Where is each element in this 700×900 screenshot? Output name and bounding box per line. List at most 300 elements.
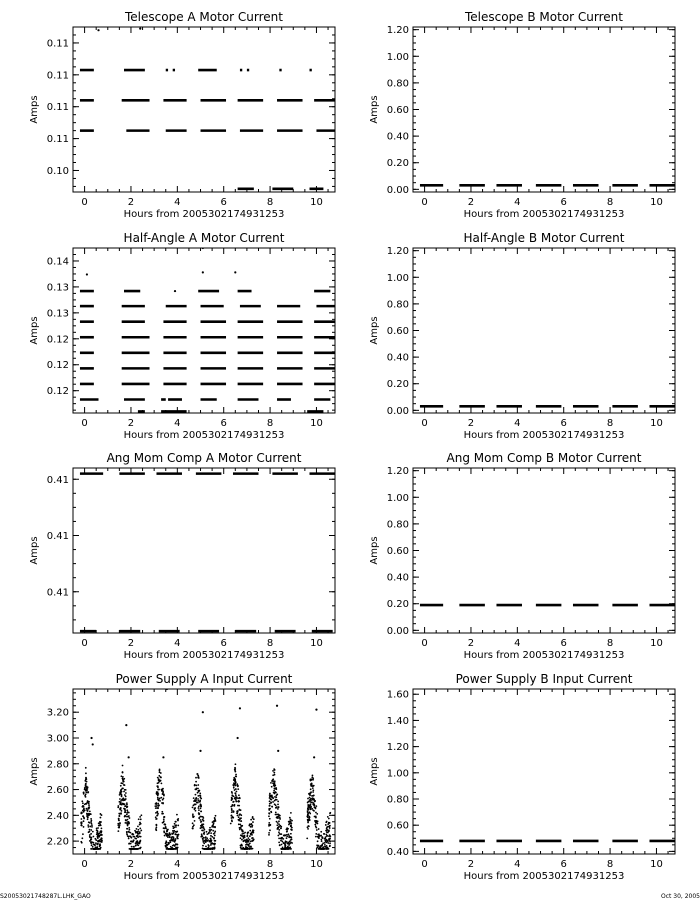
data-point [239, 797, 241, 799]
y-tick-label: 0.20 [386, 158, 409, 170]
data-point [251, 825, 253, 827]
data-point [323, 833, 325, 835]
data-point [311, 808, 313, 810]
data-point [214, 817, 216, 819]
data-point [87, 824, 89, 826]
data-point [324, 844, 326, 846]
data-point [177, 837, 179, 839]
data-point [122, 779, 124, 781]
data-point [286, 834, 288, 836]
data-point [268, 822, 270, 824]
data-point [97, 840, 99, 842]
data-point [237, 811, 239, 813]
data-point [120, 808, 122, 810]
data-point [124, 805, 126, 807]
data-point [234, 767, 236, 769]
data-point [242, 835, 244, 837]
data-point [230, 823, 232, 825]
x-tick-label: 0 [81, 859, 88, 870]
y-axis-label: Amps [29, 316, 40, 345]
y-axis-label: Amps [369, 757, 380, 786]
data-point [277, 817, 279, 819]
y-tick-label: 1.00 [386, 51, 409, 63]
data-point [130, 843, 132, 845]
data-point [251, 823, 253, 825]
data-point [82, 815, 84, 817]
data-point [278, 838, 280, 840]
data-point [287, 848, 289, 850]
data-point [278, 820, 280, 822]
data-point [86, 781, 88, 783]
data-point [309, 780, 311, 782]
data-point [128, 821, 130, 823]
data-point [329, 822, 331, 824]
data-point [192, 828, 194, 830]
data-point [206, 833, 208, 835]
data-point [90, 839, 92, 841]
data-point [83, 818, 85, 820]
data-point [214, 840, 216, 842]
data-point [139, 816, 141, 818]
x-axis-label: Hours from 2005302174931253 [123, 209, 285, 220]
data-point [99, 824, 101, 826]
data-point [126, 814, 128, 816]
data-point [157, 807, 159, 809]
data-layer [80, 688, 331, 850]
data-point [249, 830, 251, 832]
data-point [195, 810, 197, 812]
data-point [307, 798, 309, 800]
data-point [278, 806, 280, 808]
data-point [289, 836, 291, 838]
data-point [214, 846, 216, 848]
data-point [81, 842, 83, 844]
data-point [138, 818, 140, 820]
data-point [274, 787, 276, 789]
data-point [272, 778, 274, 780]
data-point [195, 781, 197, 783]
x-tick-label: 4 [174, 638, 181, 649]
data-point [235, 793, 237, 795]
data-point [320, 846, 322, 848]
data-point [202, 839, 204, 841]
data-point [165, 845, 167, 847]
data-point [167, 836, 169, 838]
data-point [235, 788, 237, 790]
x-tick-label: 10 [650, 638, 663, 649]
data-point [155, 816, 157, 818]
data-point [203, 820, 205, 822]
data-point [86, 813, 88, 815]
data-point [139, 848, 141, 850]
chart-title: Ang Mom Comp B Motor Current [446, 451, 642, 465]
data-point [162, 821, 164, 823]
data-point [173, 838, 175, 840]
data-point [312, 779, 314, 781]
data-point [315, 833, 317, 835]
data-point [192, 815, 194, 817]
data-point [238, 816, 240, 818]
data-point [198, 817, 200, 819]
y-tick-label: 0.40 [386, 572, 409, 584]
data-point [248, 848, 250, 850]
data-point [165, 833, 167, 835]
data-point [240, 827, 242, 829]
x-tick-label: 0 [81, 197, 88, 208]
data-point [213, 822, 215, 824]
data-point [136, 841, 138, 843]
data-point [124, 789, 126, 791]
data-point [307, 814, 309, 816]
data-point [100, 817, 102, 819]
y-tick-label: 0.13 [46, 282, 69, 294]
data-point [198, 777, 200, 779]
data-point [87, 801, 89, 803]
data-point [232, 817, 234, 819]
data-point [159, 780, 161, 782]
data-point [231, 809, 233, 811]
data-point [212, 848, 214, 850]
data-point [247, 831, 249, 833]
data-point [200, 827, 202, 829]
data-point [235, 776, 237, 778]
data-point [203, 833, 205, 835]
data-point [155, 803, 157, 805]
data-point [211, 836, 213, 838]
y-axis-label: Amps [369, 316, 380, 345]
data-point [235, 785, 237, 787]
data-point [96, 843, 98, 845]
data-point [238, 814, 240, 816]
data-point [273, 790, 275, 792]
data-point [196, 787, 198, 789]
data-point [126, 812, 128, 814]
data-point [315, 820, 317, 822]
data-point [269, 794, 271, 796]
data-point [98, 833, 100, 835]
data-point [175, 824, 177, 826]
data-point [235, 781, 237, 783]
y-axis-label: Amps [369, 95, 380, 124]
x-tick-label: 4 [174, 197, 181, 208]
data-point [237, 788, 239, 790]
data-point [101, 838, 103, 840]
data-point [140, 818, 142, 820]
data-point [322, 846, 324, 848]
data-point [136, 835, 138, 837]
data-point [202, 848, 204, 850]
data-point [94, 848, 96, 850]
data-point [100, 813, 102, 815]
y-tick-label: 3.00 [46, 733, 69, 745]
data-point [307, 826, 309, 828]
data-point [285, 828, 287, 830]
data-point [118, 819, 120, 821]
data-point [281, 844, 283, 846]
data-point [207, 848, 209, 850]
data-point [173, 827, 175, 829]
data-point [206, 831, 208, 833]
data-point [169, 836, 171, 838]
data-point [134, 830, 136, 832]
x-tick-label: 4 [514, 418, 521, 429]
data-point [135, 848, 137, 850]
data-point [282, 848, 284, 850]
data-point [90, 848, 92, 850]
data-point [279, 833, 281, 835]
y-tick-label: 0.80 [386, 794, 409, 806]
data-point [288, 833, 290, 835]
data-point [198, 805, 200, 807]
y-tick-label: 1.60 [386, 689, 409, 701]
data-point [312, 791, 314, 793]
chart-title: Telescope A Motor Current [125, 10, 283, 24]
data-point [252, 839, 254, 841]
data-point [133, 839, 135, 841]
data-point [268, 813, 270, 815]
data-point [309, 799, 311, 801]
data-point [271, 806, 273, 808]
data-point [91, 844, 93, 846]
data-point [312, 787, 314, 789]
data-point [236, 800, 238, 802]
data-point [240, 845, 242, 847]
data-point [291, 842, 293, 844]
data-point [210, 838, 212, 840]
y-tick-label: 0.13 [46, 308, 69, 320]
data-point [250, 834, 252, 836]
data-point [125, 792, 127, 794]
data-point [200, 807, 202, 809]
data-point [200, 816, 202, 818]
data-point [172, 833, 174, 835]
data-point [328, 848, 330, 850]
data-point [279, 844, 281, 846]
x-tick-label: 2 [127, 859, 135, 870]
x-tick-label: 2 [127, 418, 135, 429]
data-point [199, 750, 201, 752]
data-point [232, 804, 234, 806]
data-point [231, 811, 233, 813]
data-point [84, 804, 86, 806]
data-point [327, 816, 329, 818]
data-point [169, 841, 171, 843]
data-point [135, 838, 137, 840]
data-point [310, 798, 312, 800]
plot-frame [413, 248, 675, 413]
data-point [273, 772, 275, 774]
data-point [238, 809, 240, 811]
data-point [329, 845, 331, 847]
data-point [284, 845, 286, 847]
data-point [170, 846, 172, 848]
data-point [309, 797, 311, 799]
data-point [241, 833, 243, 835]
data-point [268, 815, 270, 817]
data-layer [80, 27, 335, 188]
data-point [253, 818, 255, 820]
data-point [160, 797, 162, 799]
data-point [93, 844, 95, 846]
y-tick-label: 1.00 [386, 492, 409, 504]
y-tick-label: 0.40 [386, 352, 409, 364]
data-point [157, 803, 159, 805]
data-point [157, 777, 159, 779]
data-point [312, 774, 314, 776]
data-point [90, 829, 92, 831]
y-tick-label: 0.80 [386, 299, 409, 311]
data-point [328, 839, 330, 841]
data-point [289, 817, 291, 819]
data-point [213, 844, 215, 846]
data-point [325, 821, 327, 823]
data-point [233, 785, 235, 787]
data-point [83, 808, 85, 810]
data-point [96, 827, 98, 829]
data-point [198, 813, 200, 815]
data-point [268, 834, 270, 836]
data-point [210, 841, 212, 843]
data-point [278, 829, 280, 831]
data-point [90, 820, 92, 822]
data-point [120, 804, 122, 806]
data-point [125, 796, 127, 798]
data-point [208, 841, 210, 843]
data-point [85, 792, 87, 794]
y-axis-label: Amps [369, 536, 380, 565]
data-point [237, 737, 239, 739]
data-point [290, 819, 292, 821]
data-point [272, 774, 274, 776]
y-tick-label: 0.60 [386, 105, 409, 116]
data-point [197, 773, 199, 775]
data-point [168, 848, 170, 850]
data-point [327, 842, 329, 844]
data-point [197, 784, 199, 786]
chart-title: Telescope B Motor Current [464, 10, 624, 24]
x-tick-label: 10 [650, 418, 663, 429]
data-point [283, 834, 285, 836]
data-point [162, 790, 164, 792]
data-point [195, 794, 197, 796]
y-tick-label: 0.60 [386, 546, 409, 557]
x-tick-label: 0 [421, 859, 428, 870]
data-point [97, 835, 99, 837]
data-point [284, 842, 286, 844]
data-point [123, 791, 125, 793]
data-point [280, 827, 282, 829]
data-point [234, 271, 236, 273]
data-point [198, 809, 200, 811]
data-point [290, 825, 292, 827]
data-point [120, 785, 122, 787]
data-point [312, 809, 314, 811]
data-point [269, 803, 271, 805]
data-point [269, 805, 271, 807]
data-point [92, 831, 94, 833]
data-point [81, 825, 83, 827]
data-point [117, 805, 119, 807]
data-point [84, 787, 86, 789]
data-point [270, 796, 272, 798]
data-point [246, 848, 248, 850]
data-point [308, 819, 310, 821]
data-point [156, 805, 158, 807]
data-point [175, 833, 177, 835]
data-point [88, 826, 90, 828]
data-point [124, 815, 126, 817]
data-point [99, 839, 101, 841]
data-point [126, 809, 128, 811]
plot-frame [413, 468, 675, 633]
data-point [155, 818, 157, 820]
chart-panel-4 [369, 231, 675, 441]
data-point [194, 820, 196, 822]
x-tick-label: 6 [560, 859, 567, 870]
data-point [193, 824, 195, 826]
data-point [252, 821, 254, 823]
data-point [90, 833, 92, 835]
data-point [130, 836, 132, 838]
data-point [139, 27, 141, 29]
data-point [159, 769, 161, 771]
data-point [88, 821, 90, 823]
data-point [284, 835, 286, 837]
data-point [175, 847, 177, 849]
data-point [202, 823, 204, 825]
data-point [291, 829, 293, 831]
data-point [199, 792, 201, 794]
data-point [175, 831, 177, 833]
x-tick-label: 6 [220, 859, 227, 870]
data-point [328, 829, 330, 831]
data-point [139, 827, 141, 829]
data-point [120, 789, 122, 791]
y-tick-label: 2.20 [46, 836, 69, 848]
data-point [326, 831, 328, 833]
data-point [91, 826, 93, 828]
data-point [174, 290, 176, 292]
data-point [239, 824, 241, 826]
data-point [320, 839, 322, 841]
data-point [131, 833, 133, 835]
data-point [237, 815, 239, 817]
data-point [202, 817, 204, 819]
data-point [89, 829, 91, 831]
data-point [315, 817, 317, 819]
data-point [88, 804, 90, 806]
data-point [200, 806, 202, 808]
x-tick-label: 4 [174, 418, 181, 429]
data-point [197, 800, 199, 802]
data-point [279, 817, 281, 819]
data-point [269, 829, 271, 831]
x-tick-label: 8 [606, 859, 614, 870]
data-point [329, 842, 331, 844]
x-tick-label: 0 [421, 418, 428, 429]
y-tick-label: 1.00 [386, 768, 409, 780]
data-point [250, 846, 252, 848]
data-point [136, 828, 138, 830]
data-layer [80, 247, 335, 412]
data-point [272, 801, 274, 803]
data-point [159, 798, 161, 800]
y-tick-label: 1.20 [386, 742, 409, 754]
data-point [85, 767, 87, 769]
data-point [203, 842, 205, 844]
data-point [231, 820, 233, 822]
data-point [286, 835, 288, 837]
